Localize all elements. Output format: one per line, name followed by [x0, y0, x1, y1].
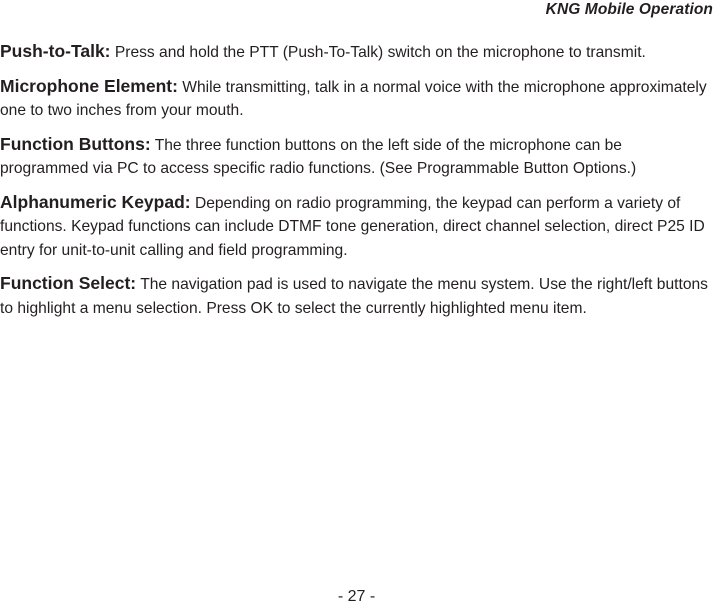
description-alphanumeric-keypad: Depending on radio programming, the keypad can perform a variety of functions. Keypad functions can include DTMF tone generation, direct channel selection, direct P25 ID entry for unit-to-unit calling and field programming. — [0, 194, 705, 259]
term-function-select: Function Select: — [0, 273, 137, 293]
page-number: - 27 - — [337, 588, 376, 605]
entry-push-to-talk — [0, 40, 708, 65]
description-microphone-element: While transmitting, talk in a normal voice with the microphone approximately one to two inches from your mouth. — [0, 78, 707, 119]
description-function-buttons: The three function buttons on the left side of the microphone can be programmed via PC to access specific radio functions. (See Programmable Button Options.) — [0, 136, 637, 177]
entry-function-select — [0, 272, 708, 320]
description-push-to-talk: Press and hold the PTT (Push-To-Talk) switch on the microphone to transmit. — [114, 44, 646, 61]
description-function-select: The navigation pad is used to navigate the menu system. Use the right/left buttons to highlight a menu selection. Press OK to select the currently highlighted menu item. — [0, 276, 708, 317]
term-push-to-talk: Push-to-Talk: — [0, 41, 111, 61]
term-function-buttons: Function Buttons: — [0, 133, 151, 154]
entry-alphanumeric-keypad — [0, 191, 708, 263]
running-header: KNG Mobile Operation — [545, 1, 713, 18]
entry-microphone-element — [0, 75, 708, 123]
term-microphone-element: Microphone Element: — [0, 75, 178, 96]
entry-function-buttons — [0, 133, 708, 181]
page-content — [0, 40, 708, 330]
term-alphanumeric-keypad: Alphanumeric Keypad: — [0, 191, 191, 212]
